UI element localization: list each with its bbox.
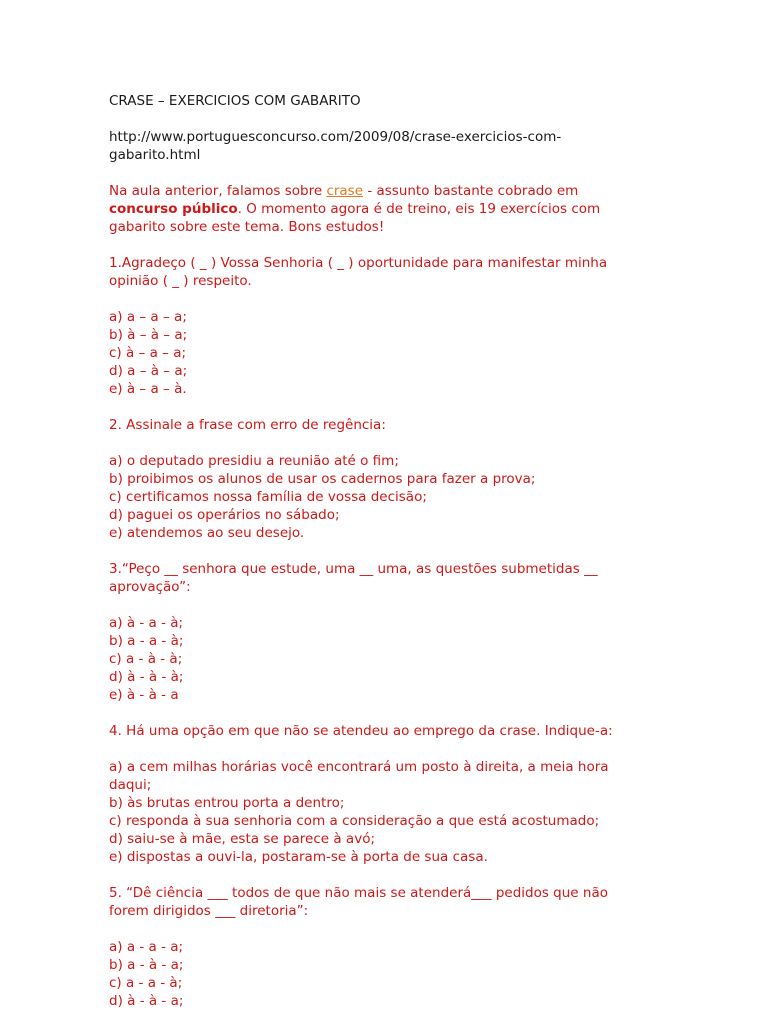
source-url-line-2[interactable]: gabarito.html [109,147,201,163]
question-5 [109,884,649,1010]
answer-option: c) à – a – a; [109,345,187,361]
intro-paragraph [109,182,649,236]
question-prompt: 2. Assinale a frase com erro de regência: [109,417,386,433]
question-3 [109,560,649,704]
document-page [109,92,649,1010]
answer-option: d) a – à – a; [109,363,188,379]
question-prompt: opinião ( _ ) respeito. [109,273,252,289]
question-prompt: 5. “Dê ciência ___ todos de que não mais se atenderá___ pedidos que não [109,885,608,901]
answer-option: b) proibimos os alunos de usar os cadernos para fazer a prova; [109,471,536,487]
answer-option: b) às brutas entrou porta a dentro; [109,795,345,811]
question-1 [109,254,649,398]
answer-option: a) a – a – a; [109,309,187,325]
answer-option: c) a - à - à; [109,651,183,667]
question-prompt: forem dirigidos ___ diretoria”: [109,903,309,919]
answer-option: b) a - a - à; [109,633,184,649]
answer-option: a) o deputado presidiu a reunião até o fim; [109,453,399,469]
intro-text: gabarito sobre este tema. Bons estudos! [109,219,385,235]
answer-option: e) atendemos ao seu desejo. [109,525,305,541]
crase-link[interactable]: crase [326,183,364,199]
answer-option: b) a - à - a; [109,957,184,973]
intro-text: - assunto bastante cobrado em [363,183,579,199]
answer-option: e) dispostas a ouvi-la, postaram-se à porta de sua casa. [109,849,488,865]
question-prompt: aprovação”: [109,579,191,595]
document-title: CRASE – EXERCICIOS COM GABARITO [109,93,361,109]
intro-bold-text: concurso público [109,201,238,217]
answer-option: d) à - à - a; [109,993,184,1009]
question-2 [109,416,649,542]
question-4 [109,722,649,866]
answer-option: c) responda à sua senhoria com a consideração a que está acostumado; [109,813,600,829]
answer-option: d) saiu-se à mãe, esta se parece à avó; [109,831,375,847]
question-prompt: 4. Há uma opção em que não se atendeu ao emprego da crase. Indique-a: [109,723,613,739]
answer-option: e) à – a – à. [109,381,187,397]
question-prompt: 3.“Peço __ senhora que estude, uma __ uma, as questões submetidas __ [109,561,598,577]
intro-text: . O momento agora é de treino, eis 19 exercícios com [237,201,601,217]
answer-option: e) à - à - a [109,687,179,703]
answer-option: a) a cem milhas horárias você encontrará um posto à direita, a meia hora [109,759,609,775]
question-prompt: 1.Agradeço ( _ ) Vossa Senhoria ( _ ) oportunidade para manifestar minha [109,255,608,271]
answer-option: a) à - a - à; [109,615,184,631]
answer-option: a) a - a - a; [109,939,184,955]
intro-text: Na aula anterior, falamos sobre [109,183,327,199]
answer-option: d) à - à - à; [109,669,184,685]
answer-option: c) certificamos nossa família de vossa decisão; [109,489,427,505]
answer-option: b) à – à – a; [109,327,188,343]
answer-option: c) a - a - à; [109,975,183,991]
answer-option: d) paguei os operários no sábado; [109,507,340,523]
source-url-line-1[interactable]: http://www.portuguesconcurso.com/2009/08/crase-exercicios-com- [109,129,562,145]
answer-option: daqui; [109,777,152,793]
source-url[interactable] [109,128,649,164]
